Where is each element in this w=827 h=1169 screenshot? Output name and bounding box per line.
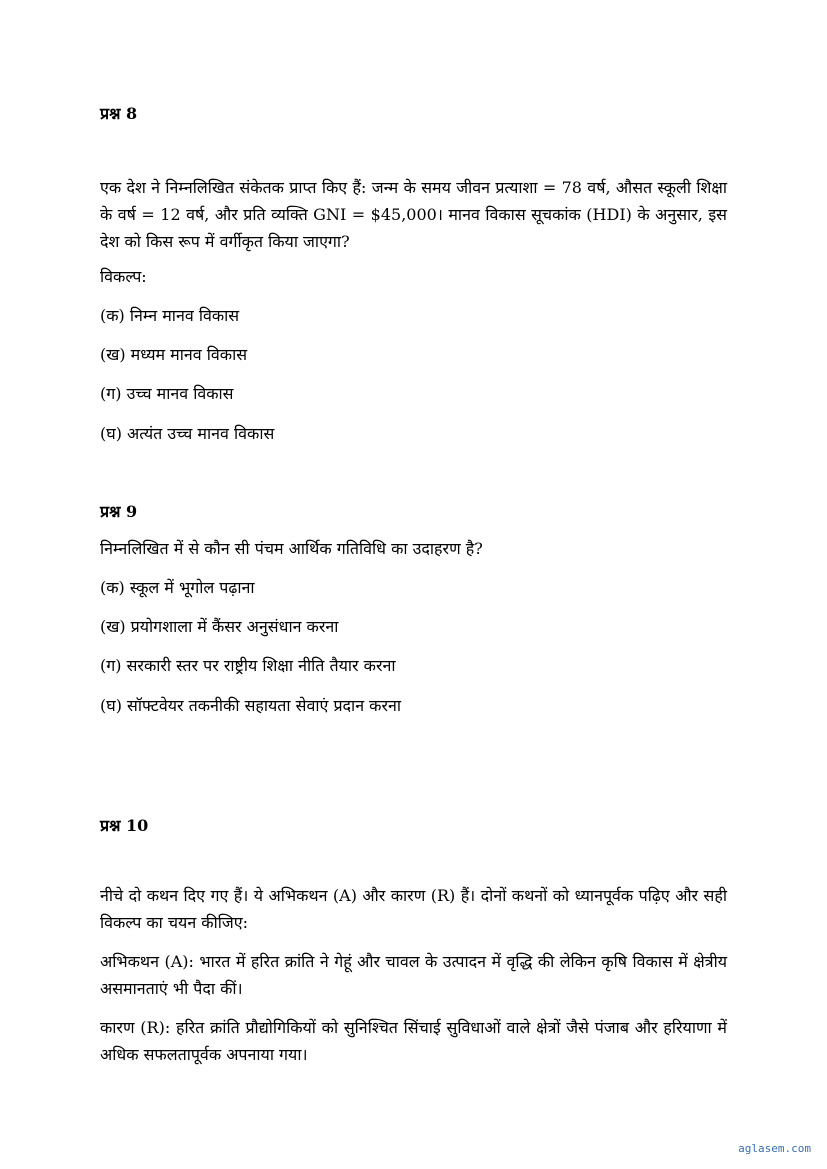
question-9-text: निम्नलिखित में से कौन सी पंचम आर्थिक गतिविधि का उदाहरण है? <box>100 539 483 558</box>
question-8-option-d: (घ) अत्यंत उच्च मानव विकास <box>100 424 275 443</box>
question-8-option-a: (क) निम्न मानव विकास <box>100 306 240 325</box>
question-10-intro: नीचे दो कथन दिए गए हैं। ये अभिकथन (A) और कारण (R) हैं। दोनों कथनों को ध्यानपूर्वक पढ़िए और सही विकल्प का चयन कीजिए: <box>100 886 727 932</box>
question-8-option-c: (ग) उच्च मानव विकास <box>100 384 234 403</box>
question-10-reason: कारण (R): हरित क्रांति प्रौद्योगिकियों को सुनिश्चित सिंचाई सुविधाओं वाले क्षेत्रों जैसे पंजाब और हरियाणा में अधिक सफलतापूर्वक अपनाया गया। <box>100 1018 727 1064</box>
question-10-heading: प्रश्न 10 <box>100 816 149 835</box>
question-8-options-label: विकल्प: <box>100 267 147 286</box>
question-9-option-a: (क) स्कूल में भूगोल पढ़ाना <box>100 578 255 597</box>
question-10-assertion: अभिकथन (A): भारत में हरित क्रांति ने गेहूं और चावल के उत्पादन में वृद्धि की लेकिन कृषि विकास में क्षेत्रीय असमानताएं भी पैदा कीं। <box>100 952 727 998</box>
question-9-heading: प्रश्न 9 <box>100 502 138 521</box>
question-9-option-d: (घ) सॉफ्टवेयर तकनीकी सहायता सेवाएं प्रदान करना <box>100 696 402 715</box>
question-8-heading: प्रश्न 8 <box>100 104 138 123</box>
question-9-option-b: (ख) प्रयोगशाला में कैंसर अनुसंधान करना <box>100 617 339 636</box>
question-8-text: एक देश ने निम्नलिखित संकेतक प्राप्त किए हैं: जन्म के समय जीवन प्रत्याशा = 78 वर्ष, औसत स्कूली शिक्षा के वर्ष = 12 वर्ष, और प्रति व्यक्ति GNI = $45,000। मानव विकास सूचकांक (HDI) के अनुसार, इस देश को किस रूप में वर्गीकृत किया जाएगा? <box>100 178 727 251</box>
question-8-option-b: (ख) मध्यम मानव विकास <box>100 345 248 364</box>
question-9-option-c: (ग) सरकारी स्तर पर राष्ट्रीय शिक्षा नीति तैयार करना <box>100 656 396 675</box>
source-watermark: aglasem.com <box>738 1142 811 1155</box>
